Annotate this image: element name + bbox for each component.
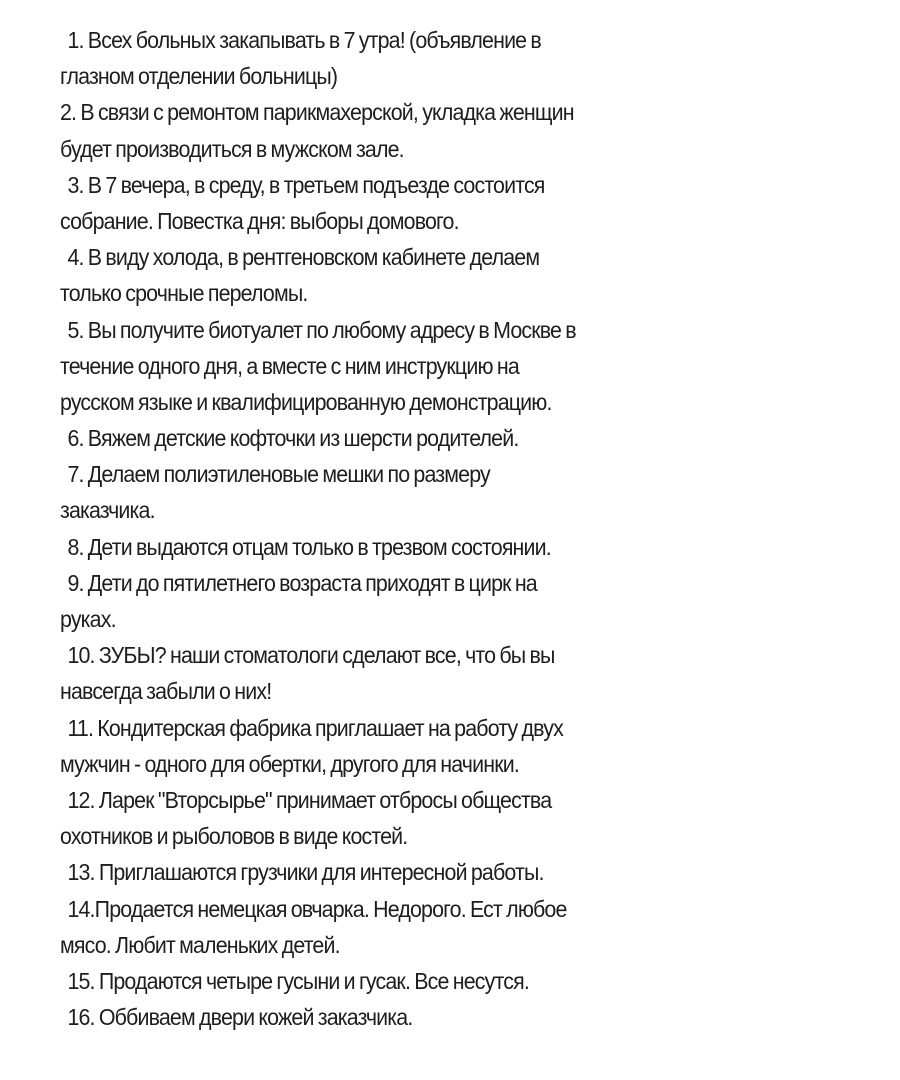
item-line: 7. Делаем полиэтиленовые мешки по размеру — [67, 461, 490, 488]
announcement-item-12 — [60, 782, 851, 854]
announcement-item-5 — [60, 312, 851, 421]
item-line: глазном отделении больницы) — [60, 63, 338, 90]
announcement-item-13 — [60, 854, 851, 890]
item-line: руках. — [60, 606, 116, 632]
announcement-item-11 — [60, 710, 851, 782]
item-line: 6. Вяжем детские кофточки из шерсти родителей. — [67, 425, 519, 452]
announcement-item-6 — [60, 420, 851, 456]
item-line: собрание. Повестка дня: выборы домового. — [60, 207, 459, 234]
announcement-item-1 — [60, 22, 851, 94]
item-line: только срочные переломы. — [60, 280, 308, 307]
item-line: 4. В виду холода, в рентгеновском кабинете делаем — [67, 244, 540, 271]
item-line: 5. Вы получите биотуалет по любому адресу в Москве в — [67, 316, 576, 343]
item-line: охотников и рыболовов в виде костей. — [60, 823, 408, 850]
item-line: мужчин - одного для обертки, другого для начинки. — [60, 750, 519, 777]
item-line: навсегда забыли о них! — [60, 678, 272, 705]
announcement-item-14 — [60, 891, 851, 963]
announcement-item-4 — [60, 239, 851, 311]
item-line: 9. Дети до пятилетнего возраста приходят в цирк на — [67, 569, 537, 596]
item-line: будет производиться в мужском зале. — [60, 135, 404, 162]
item-line: 14.Продается немецкая овчарка. Недорого. Ест любое — [67, 895, 567, 922]
item-line: 1. Всех больных закапывать в 7 утра! (объявление в — [67, 27, 541, 53]
item-line: 13. Приглашаются грузчики для интересной работы. — [67, 859, 544, 886]
item-line: мясо. Любит маленьких детей. — [60, 931, 340, 958]
item-line: 12. Ларек "Вторсырье" принимает отбросы общества — [67, 786, 552, 813]
announcement-item-9 — [60, 565, 851, 637]
item-line: 3. В 7 вечера, в среду, в третьем подъезде состоится — [67, 171, 545, 198]
item-line: 2. В связи с ремонтом парикмахерской, укладка женщин — [60, 99, 574, 126]
announcements-list — [60, 22, 851, 1035]
item-line: 11. Кондитерская фабрика приглашает на работу двух — [67, 714, 563, 741]
announcement-item-15 — [60, 963, 851, 999]
item-line: русском языке и квалифицированную демонстрацию. — [60, 388, 552, 415]
announcement-item-2 — [60, 94, 851, 166]
item-line: 8. Дети выдаются отцам только в трезвом состоянии. — [67, 533, 551, 560]
announcement-item-10 — [60, 637, 851, 709]
announcement-item-7 — [60, 456, 851, 528]
item-line: течение одного дня, а вместе с ним инструкцию на — [60, 352, 519, 379]
item-line: 10. ЗУБЫ? наши стоматологи сделают все, что бы вы — [67, 642, 555, 669]
item-line: заказчика. — [60, 497, 155, 524]
item-line: 15. Продаются четыре гусыни и гусак. Все несутся. — [67, 967, 529, 994]
item-line: 16. Оббиваем двери кожей заказчика. — [67, 1004, 413, 1031]
announcement-item-16 — [60, 999, 851, 1035]
announcement-item-8 — [60, 529, 851, 565]
announcement-item-3 — [60, 167, 851, 239]
